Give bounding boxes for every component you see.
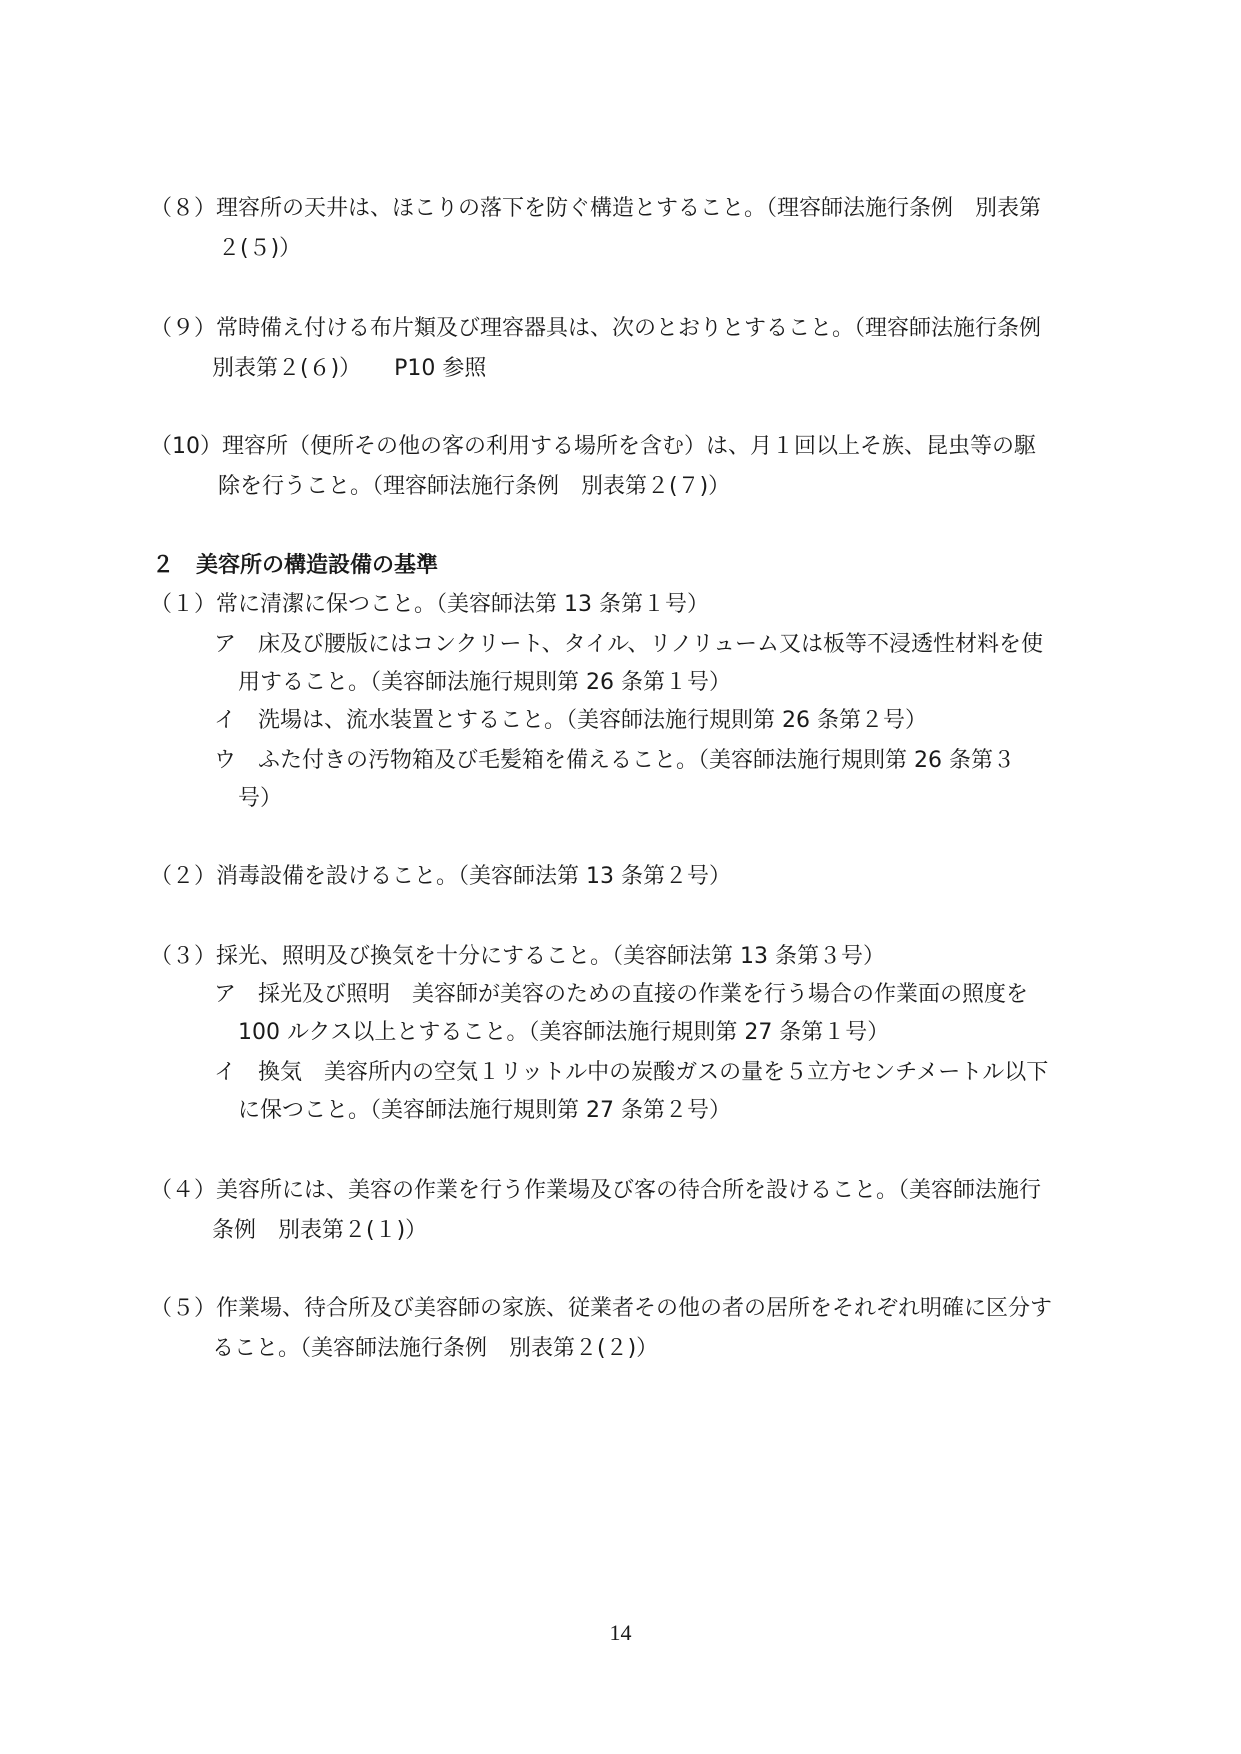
s2-item-4-line-1: （４）美容所には、美容の作業を行う作業場及び客の待合所を設けること。（美容師法施行 bbox=[150, 1178, 1042, 1203]
s2-item-3-b-line-2: に保つこと。（美容師法施行規則第 27 条第２号） bbox=[238, 1098, 731, 1123]
s2-item-2-line-1: （２）消毒設備を設けること。（美容師法第 13 条第２号） bbox=[150, 864, 731, 889]
s2-item-1-a-line-2: 用すること。（美容師法施行規則第 26 条第１号） bbox=[238, 670, 731, 695]
page-number: 14 bbox=[609, 1620, 632, 1645]
item-10-line-1: （10）理容所（便所その他の客の利用する場所を含む）は、月１回以上そ族、昆虫等の駆 bbox=[150, 434, 1036, 459]
s2-item-5-line-2: ること。（美容師法施行条例 別表第２(２)） bbox=[212, 1336, 659, 1361]
item-9-line-2: 別表第２(６)） P10 参照 bbox=[212, 356, 487, 381]
s2-item-1-c-line-2: 号） bbox=[238, 786, 283, 811]
s2-item-1-b-line-1: イ 洗場は、流水装置とすること。（美容師法施行規則第 26 条第２号） bbox=[214, 708, 927, 733]
s2-item-1-c-line-1: ウ ふた付きの汚物箱及び毛髪箱を備えること。（美容師法施行規則第 26 条第３ bbox=[214, 748, 1015, 773]
s2-item-5-line-1: （５）作業場、待合所及び美容師の家族、従業者その他の者の居所をそれぞれ明確に区分す bbox=[150, 1296, 1053, 1321]
s2-item-1-a-line-1: ア 床及び腰版にはコンクリート、タイル、リノリューム又は板等不浸透性材料を使 bbox=[214, 632, 1043, 657]
s2-item-3-a-line-1: ア 採光及び照明 美容師が美容のための直接の作業を行う場合の作業面の照度を bbox=[214, 982, 1029, 1007]
s2-item-3-a-line-2: 100 ルクス以上とすること。（美容師法施行規則第 27 条第１号） bbox=[238, 1020, 890, 1045]
item-8-line-2: ２(５)） bbox=[218, 236, 302, 261]
s2-item-4-line-2: 条例 別表第２(１)） bbox=[212, 1218, 428, 1243]
item-8-line-1: （８）理容所の天井は、ほこりの落下を防ぐ構造とすること。（理容師法施行条例 別表第 bbox=[150, 196, 1042, 221]
section-2-heading: ２ 美容所の構造設備の基準 bbox=[152, 553, 439, 578]
s2-item-3-b-line-1: イ 換気 美容所内の空気１リットル中の炭酸ガスの量を５立方センチメートル以下 bbox=[214, 1060, 1049, 1085]
item-9-line-1: （９）常時備え付ける布片類及び理容器具は、次のとおりとすること。（理容師法施行条例 bbox=[150, 316, 1042, 341]
s2-item-1-line-1: （１）常に清潔に保つこと。（美容師法第 13 条第１号） bbox=[150, 592, 709, 617]
s2-item-3-line-1: （３）採光、照明及び換気を十分にすること。（美容師法第 13 条第３号） bbox=[150, 944, 885, 969]
item-10-line-2: 除を行うこと。（理容師法施行条例 別表第２(７)） bbox=[218, 474, 731, 499]
